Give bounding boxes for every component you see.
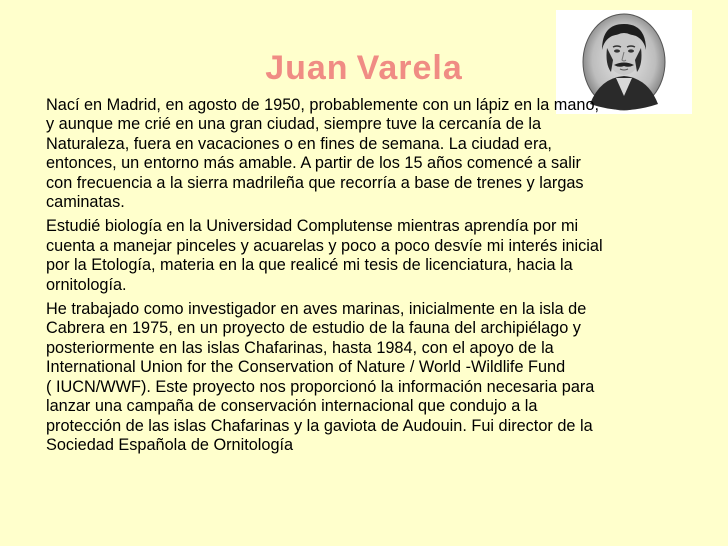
title-last-name: Varela bbox=[356, 49, 463, 87]
biography-paragraph: Estudié biología en la Universidad Complutense mientras aprendía por mi cuenta a manejar pinceles y acuarelas y poco a poco desvíe mi interés inicial por la Etología, materia en la que realicé mi tesis de licenciatura, hacia la ornitología. bbox=[46, 217, 603, 294]
biography-paragraph: He trabajado como investigador en aves marinas, inicialmente en la isla de Cabrera en 1975, en un proyecto de estudio de la fauna del archipiélago y posteriormente en las islas Chafarinas, hasta 1984, con el apoyo de la International Union for the Conservation of Nature / World -Wildlife Fund ( IUCN/WWF). Este proyecto nos proporcionó la información necesaria para lanzar una campaña de conservación internacional que condujo a la protección de las islas Chafarinas y la gaviota de Audouin. Fui director de la Sociedad Española de Ornitología bbox=[46, 300, 595, 454]
biography-text bbox=[46, 96, 686, 460]
title-first-name: Juan bbox=[265, 49, 349, 87]
biography-paragraph: Nací en Madrid, en agosto de 1950, probablemente con un lápiz en la mano, y aunque me crié en una gran ciudad, siempre tuve la cercanía de la Naturaleza, fuera en vacaciones o en fines de semana. La ciudad era, entonces, un entorno más amable. A partir de los 15 años comencé a salir con frecuencia a la sierra madrileña que recorría a base de trenes y largas caminatas. bbox=[46, 96, 600, 212]
